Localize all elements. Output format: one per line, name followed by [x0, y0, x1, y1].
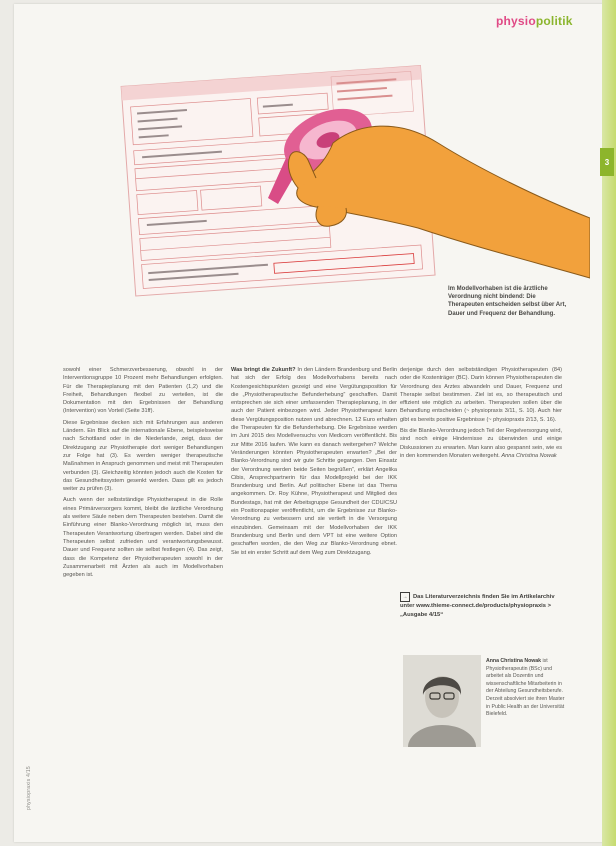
side-footer-text: physiopraxis 4/15: [26, 765, 32, 810]
section-lead-heading: Was bringt die Zukunft?: [231, 367, 296, 373]
references-text[interactable]: Das Literaturverzeichnis finden Sie im Artikelarchiv unter www.thieme-connect.de/products/physiopraxis > „Ausgabe 4/15“: [400, 594, 555, 618]
author-bio: [486, 658, 566, 719]
column1-paragraph-3: Auch wenn der selbstständige Physiotherapeut in die Rolle eines Primärversorgers kommt, bleibt die ärztliche Verordnung als weitere Säule neben dem Therapeuten bestehen. Damit die Einführung einer Blanko-Verordnung möglich ist, muss den Therapeuten Verantwortung übertragen werden. Dabei sind die Therapeuten selbst zufrieden und verantwortungsbewusst. Dauer und Frequenz sollten sie selbst festlegen (4). Das zeigt, dass die Kompetenz der Physiotherapeuten sowohl in der Zusammenarbeit mit Ärzten als auch im Modellvorhaben gegeben ist.: [63, 497, 223, 579]
brand-part-politik: politik: [535, 14, 573, 28]
page-number-tab: [600, 148, 614, 176]
column3-paragraph-2-text: Bis die Blanko-Verordnung jedoch Teil der Regelversorgung wird, sind noch einige Hindernisse zu überwinden und einige Diskussionen zu erwarten. Man kann also gespannt sein, wie es in den kommenden Monaten weitergeht.: [400, 428, 562, 459]
prescription-form-illustration: [118, 48, 590, 318]
references-note: [400, 592, 570, 619]
column2-paragraph-1: [231, 366, 397, 557]
section-brand: [496, 14, 573, 28]
arrow-right-icon: →: [400, 592, 410, 602]
article-column-1: [63, 366, 223, 786]
column2-paragraph-text: In den Ländern Brandenburg und Berlin hat sich der Erfolg des Modellvorhabens bereits nach Kostengesichtspunkten gezeigt und eine Vergütungsposition für die „Physiotherapeutische Befunderhebung“ geschaffen. Damit entsprechen sie sich einer umfassenden Therapieplanung, in der auch der Patient einbezogen wird. Jeder Physiotherapeut kann diese Vergütungsposition nutzen und abrechnen. 12 Euro erhalten die Therapeuten für die Befunderhebung. Die Ergebnisse werden im Juni 2015 des Modellversuchs von Medicom veröffentlicht. Bis zur Mitte 2016 laufen. Wie kann es danach weitergehen? Welche Veränderungen könnten Physiotherapeuten erwarten? „Bei der Blanko-Verordnung sind wir gute Schritte gegangen. Den Einsatz der Verordnung werden beide Seiten begrüßen“, erklärt Angelika Cibis, Ansprechpartnerin für das Modellprojekt bei der IKK Brandenburg und Berlin. Auf politischer Ebene ist das Thema angekommen. Dr. Roy Kühne, Physiotherapeut und Mitglied des Bundestags, hat mit der Arbeitsgruppe Gesundheit der CDU/CSU ein Positionspapier veröffentlicht, um die Ergebnisse zur Blanko-Verordnung zu verbessern und sie vertieft in die Versorgung einzubinden. Gemeinsam mit der Modellvorhaben der IKK Brandenburg und Berlin und dem VPT ist eine weitere Option geschaffen worden, die den Weg zur Blanko-Verordnung ebnet. Sie ist ein erster Schritt auf dem Weg zum Direktzugang.: [231, 367, 397, 556]
author-photo: [403, 655, 481, 747]
column3-paragraph-2: [400, 427, 562, 460]
author-name: Anna Christina Nowak: [486, 658, 542, 664]
author-bio-text: ist Physiotherapeutin (BSc) und arbeitet als Dozentin und wissenschaftliche Mitarbeiterin in der Abteilung Gesundheitsberufe. Derzeit absolviert sie ihren Master in Public Health an der Universität Bielefeld.: [486, 658, 565, 718]
column1-paragraph-1: sowohl einer Schmerzverbesserung, obwohl in der Interventionsgruppe 10 Prozent mehr Behandlungen erfolgten. Für die Therapieplanung mit den Patienten (1,2) und die Freiheit, Behandlungen flexibel zu verteilen, ist die Dokumentation mit den Ergebnissen der Behandlung (Intervention) von Vorteil (Seite 31ff).: [63, 367, 223, 415]
column3-paragraph-1: derjenige durch den selbstständigen Physiotherapeuten (84) oder die Kostenträger (BC). Darin können Physiotherapeuten die Verordnung des Arztes abwandeln und Dauer, Frequenz und Therapie selbst bestimmen. Ziel ist es, so therapeutisch und effizient wie möglich zu arbeiten. Therapeuten sollen über die Behandlung entscheiden (~ physiopraxis 3/11, S. 10). Auch hier gibt es bereits positive Ergebnisse (~ physiopraxis 2/13, S. 16).: [400, 367, 562, 423]
image-caption: Im Modellvorhaben ist die ärztliche Verordnung nicht bindend: Die Therapeuten entscheiden selbst über Art, Dauer und Frequenz der Behandlung.: [448, 286, 567, 317]
article-column-3: [400, 366, 562, 606]
article-signature: Anna Christina Nowak: [501, 452, 557, 459]
edge-color-strip: [602, 0, 616, 846]
page-number: 3: [604, 157, 610, 167]
brand-part-physio: physio: [496, 14, 536, 28]
article-column-2: [231, 366, 397, 786]
column1-paragraph-2: Diese Ergebnisse decken sich mit Erfahrungen aus anderen Ländern. Ein Blick auf die internationale Ebene, beispielsweise nach Schottland oder in die Niederlande, zeigt, dass der Direktzugang zur Physiotherapie dort weniger Behandlungen zur Folge hat (3). Es werden weniger therapeutische Maßnahmen in Anspruch genommen und meist mit Therapeuten verbunden (3). Gleichzeitig könnten jedoch auch die Kosten für das Gesundheitssystem gesenkt werden. Dass gilt es jedoch weiter zu prüfen (3).: [63, 419, 223, 493]
